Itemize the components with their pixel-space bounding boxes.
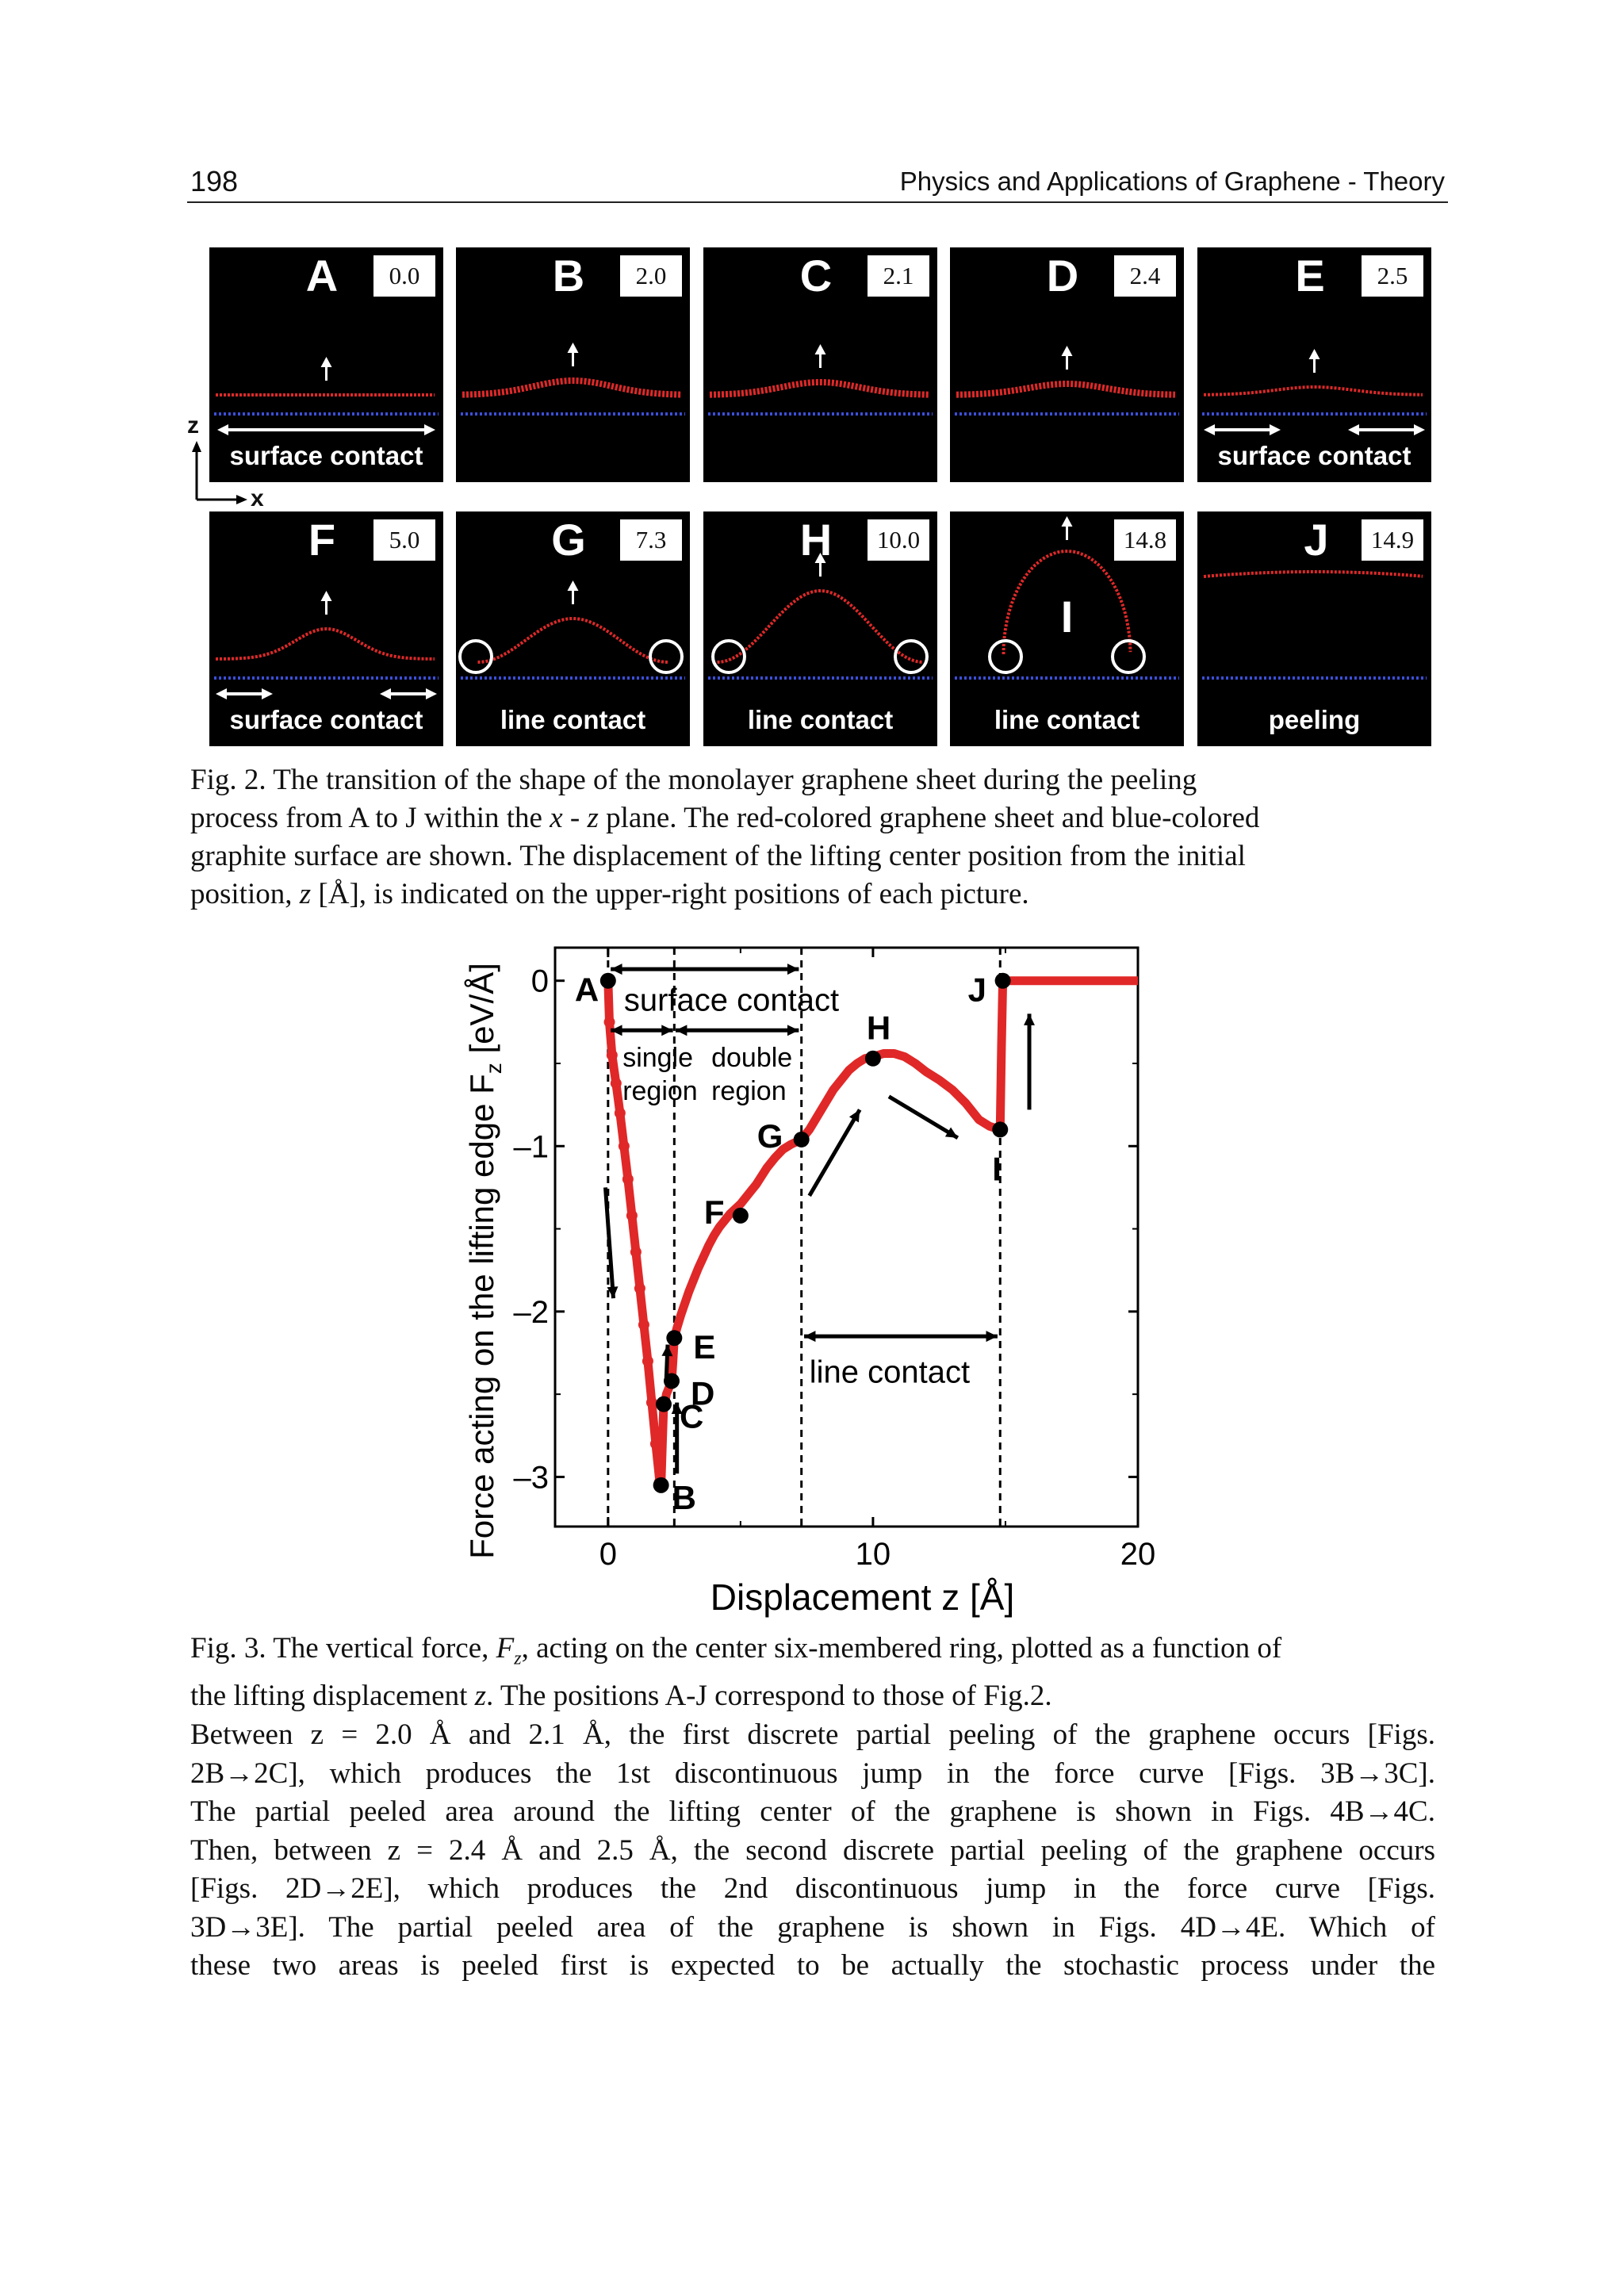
point-i-marker: [992, 1121, 1008, 1137]
panel-letter: A: [305, 251, 339, 301]
lift-arrow-icon: [1062, 516, 1073, 540]
point-label: E: [693, 1328, 716, 1366]
force-curve-marker: [619, 1140, 630, 1151]
graphene-sheet: [710, 382, 929, 395]
double-region-arrow-icon-head: [787, 1025, 799, 1036]
contact-point-circle: [713, 641, 745, 672]
fig2-panel-i: [950, 511, 1184, 746]
single-region-label: single: [622, 1043, 694, 1074]
y-tick-label: –3: [513, 1460, 549, 1496]
x-axis-label: Displacement z [Å]: [710, 1576, 1015, 1618]
panel-caption: peeling: [1268, 705, 1361, 734]
force-curve-marker: [607, 1050, 618, 1061]
panel-caption: surface contact: [229, 441, 423, 470]
axis-indicator: [186, 412, 264, 511]
fig3-caption-text: the lifting displacement: [190, 1680, 475, 1713]
fig3-caption-sub: z: [514, 1648, 522, 1669]
contact-point-circle: [895, 641, 927, 672]
body-text-line: [Figs. 2D→2E], which produces the 2nd discontinuous jump in the force curve [Figs.: [190, 1872, 1435, 1905]
panel-displacement-value: 14.9: [1362, 519, 1423, 561]
surface-contact-span-arrow-icon-head: [787, 964, 799, 975]
contact-point-circle: [650, 641, 682, 672]
fig2-caption-line-3: graphite surface are shown. The displacement of the lifting center position from the initial: [190, 840, 1246, 872]
point-label: H: [866, 1009, 891, 1047]
surface-contact-span-arrow-icon-head: [611, 964, 622, 975]
force-curve-marker: [638, 1320, 649, 1331]
panel-displacement-value: 14.8: [1114, 519, 1176, 561]
graphene-sheet: [956, 384, 1175, 395]
graphene-sheet: [478, 619, 668, 662]
fig2-caption-line-2: [190, 799, 1435, 837]
lift-arrow-icon: [568, 343, 579, 366]
page-number: 198: [190, 165, 239, 197]
point-label: J: [967, 971, 986, 1009]
y-tick-label: –1: [513, 1129, 549, 1165]
single-region-label: region: [622, 1075, 698, 1106]
double-region-label: region: [711, 1075, 787, 1106]
force-curve-marker: [634, 1283, 645, 1294]
point-label: F: [703, 1193, 725, 1231]
point-g-marker: [794, 1132, 810, 1147]
direction-arrow-icon: [889, 1097, 958, 1138]
lift-arrow-icon: [1062, 346, 1073, 370]
body-text-line: Then, between z = 2.4 Å and 2.5 Å, the second discrete partial peeling of the graphene occurs: [190, 1833, 1435, 1867]
graphene-sheet: [718, 591, 924, 662]
force-curve-marker: [646, 1397, 657, 1408]
force-curve-marker: [642, 1355, 653, 1366]
point-a-marker: [600, 973, 616, 989]
fig2-caption-line-4: [190, 875, 1435, 914]
single-region-arrow-icon-head: [661, 1025, 672, 1036]
header-rule: [187, 201, 1448, 203]
panel-caption: line contact: [500, 705, 646, 734]
axis-x-label: x: [251, 485, 264, 511]
panel-letter: J: [1304, 515, 1329, 565]
surface-contact-label: surface contact: [623, 983, 840, 1018]
line-contact-span-arrow-icon-head: [986, 1331, 998, 1342]
lift-arrow-icon: [321, 591, 332, 615]
body-paragraph: [190, 1716, 1435, 1986]
body-text-line: Between z = 2.0 Å and 2.1 Å, the first discrete partial peeling of the graphene occurs [Figs.: [190, 1718, 1435, 1751]
fig3-caption-text: . The positions A-J correspond to those of Fig.2.: [486, 1680, 1052, 1713]
fig2-panel-e: [1197, 247, 1431, 482]
panel-letter: H: [799, 515, 833, 565]
point-label: G: [756, 1117, 783, 1155]
fig2-panel-f: [209, 511, 443, 746]
line-contact-span-arrow-icon-head: [804, 1331, 815, 1342]
panel-letter: I: [1060, 592, 1074, 642]
fig2-panel-b: [456, 247, 690, 482]
fig2-caption-text: position,: [190, 878, 300, 910]
fig2-caption-text: [Å], is indicated on the upper-right positions of each picture.: [311, 878, 1029, 910]
y-axis-label: Force acting on the lifting edge $F_z$ [eV/Å]: [463, 963, 506, 1559]
panel-caption: line contact: [747, 705, 894, 734]
fig3-caption-line-1: [190, 1630, 1435, 1677]
contact-point-circle: [990, 641, 1021, 672]
contact-span-arrow-icon: [380, 688, 437, 699]
x-tick-label: 20: [1120, 1537, 1156, 1572]
y-tick-label: –2: [513, 1294, 549, 1330]
body-text-line: 2B→2C], which produces the 1st discontinuous jump in the force curve [Figs. 3B→3C].: [190, 1757, 1435, 1790]
panel-displacement-value: 2.5: [1362, 255, 1423, 297]
plot-frame: [555, 948, 1138, 1527]
force-curve-marker: [603, 1017, 615, 1028]
force-curve-marker: [650, 1439, 661, 1450]
double-region-label: double: [711, 1043, 793, 1074]
panel-displacement-value: 2.0: [620, 255, 682, 297]
panel-letter: G: [551, 515, 586, 565]
fig3-caption-italic: F: [496, 1632, 515, 1665]
x-tick-label: 0: [599, 1537, 617, 1572]
point-label: D: [691, 1374, 715, 1412]
lift-arrow-icon: [1309, 349, 1320, 373]
panel-caption: surface contact: [229, 705, 423, 734]
fig3-caption-text: , acting on the center six-membered ring, plotted as a function of: [521, 1632, 1282, 1665]
panel-displacement-value: 2.4: [1114, 255, 1176, 297]
running-title: Physics and Applications of Graphene - Theory: [899, 167, 1445, 196]
fig3-caption-italic: z: [474, 1680, 487, 1713]
point-e-marker: [666, 1330, 682, 1346]
fig2-panel-j: [1197, 511, 1431, 746]
panel-letter: B: [552, 251, 585, 301]
contact-span-arrow-icon: [216, 688, 273, 699]
lift-arrow-icon: [815, 344, 826, 368]
panel-displacement-value: 0.0: [373, 255, 435, 297]
force-curve-marker: [615, 1108, 626, 1119]
direction-arrow-icon-head: [1024, 1013, 1035, 1025]
axis-z-label: z: [187, 412, 199, 439]
contact-span-arrow-icon: [1348, 424, 1425, 435]
panel-displacement-value: 7.3: [620, 519, 682, 561]
fig2-caption-text: plane. The red-colored graphene sheet and blue-colored: [598, 802, 1260, 834]
direction-arrow-icon: [605, 1187, 613, 1298]
panel-letter: C: [799, 251, 833, 301]
lift-arrow-icon: [568, 580, 579, 604]
graphene-sheet: [462, 381, 681, 395]
panel-caption: line contact: [994, 705, 1140, 734]
x-tick-label: 10: [855, 1537, 891, 1572]
contact-point-circle: [460, 641, 492, 672]
panel-letter: E: [1295, 251, 1325, 301]
force-curve-marker: [611, 1078, 622, 1089]
double-region-arrow-icon-head: [676, 1025, 687, 1036]
point-label: B: [672, 1478, 696, 1516]
panel-displacement-value: 5.0: [373, 519, 435, 561]
panel-displacement-value: 2.1: [868, 255, 929, 297]
body-text-line: 3D→3E]. The partial peeled area of the graphene is shown in Figs. 4D→4E. Which of: [190, 1910, 1435, 1944]
panel-letter: F: [308, 515, 336, 565]
panel-caption: surface contact: [1217, 441, 1411, 470]
y-tick-label: 0: [530, 964, 549, 999]
figure-3-caption: [190, 1630, 1435, 1715]
body-text-line: these two areas is peeled first is expected to be actually the stochastic process under the: [190, 1949, 1435, 1982]
graphene-sheet: [1204, 572, 1423, 577]
point-f-marker: [733, 1208, 749, 1224]
fig3-caption-line-2: [190, 1677, 1435, 1715]
contact-point-circle: [1113, 641, 1144, 672]
fig2-caption-line-1: Fig. 2. The transition of the shape of the monolayer graphene sheet during the peeling: [190, 764, 1197, 796]
fig2-caption-italic: z: [299, 878, 312, 910]
point-j-marker: [995, 973, 1011, 989]
panel-letter: D: [1046, 251, 1079, 301]
fig2-panel-g: [456, 511, 690, 746]
point-label: C: [679, 1397, 704, 1435]
point-b-marker: [653, 1477, 669, 1493]
force-curve-marker: [626, 1210, 638, 1221]
body-text-line: The partial peeled area around the lifting center of the graphene is shown in Figs. 4B→4C.: [190, 1795, 1435, 1828]
panel-displacement-value: 10.0: [868, 519, 929, 561]
point-h-marker: [865, 1051, 881, 1067]
fig2-panel-h: [703, 511, 937, 746]
line-contact-label: line contact: [809, 1354, 971, 1390]
graphene-sheet: [1204, 387, 1423, 395]
fig2-caption-text: process from A to J within the: [190, 802, 550, 834]
point-c-marker: [656, 1396, 672, 1412]
contact-span-arrow-icon: [1204, 424, 1281, 435]
fig3-caption-text: Fig. 3. The vertical force,: [190, 1632, 496, 1665]
force-curve-marker: [622, 1174, 634, 1185]
point-label: I: [992, 1150, 1002, 1188]
fig2-panel-d: [950, 247, 1184, 482]
figure-2-caption: [190, 761, 1435, 914]
fig2-caption-italic: x - z: [550, 802, 599, 834]
point-label: A: [574, 971, 599, 1009]
graphene-sheet: [216, 629, 435, 659]
fig2-panel-c: [703, 247, 937, 482]
lift-arrow-icon: [321, 357, 332, 381]
force-curve-marker: [630, 1247, 642, 1258]
figure-3-chart: [460, 940, 1174, 1630]
